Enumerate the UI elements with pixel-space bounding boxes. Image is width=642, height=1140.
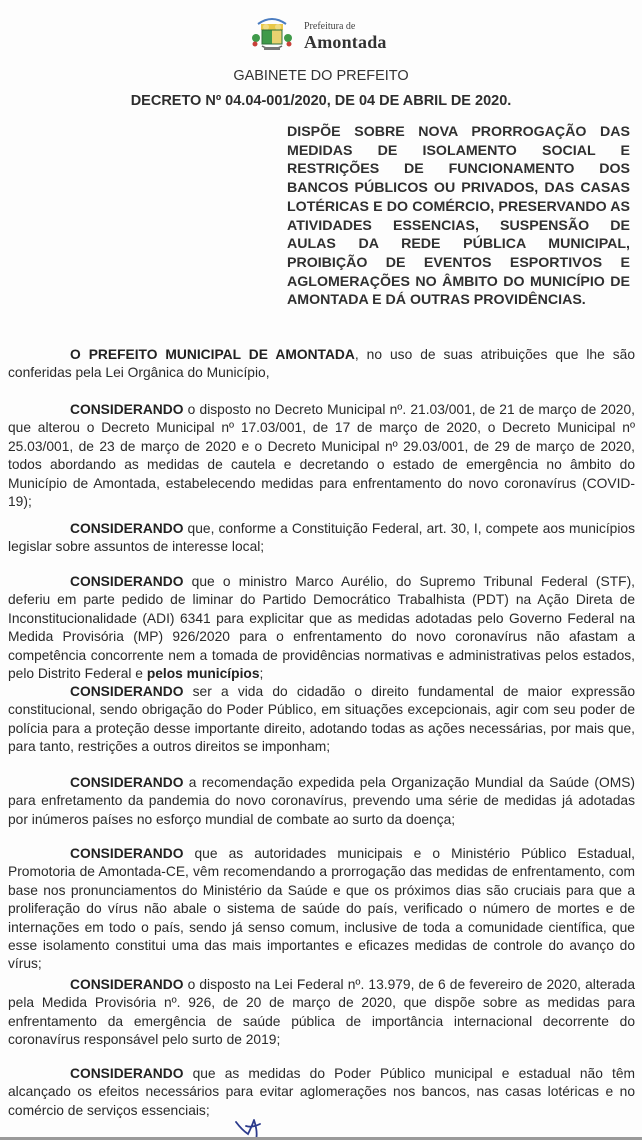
considerando-label: CONSIDERANDO	[70, 402, 184, 417]
considerando-label: CONSIDERANDO	[70, 521, 184, 536]
consideration-2	[8, 520, 635, 557]
consideration-text: o disposto no Decreto Municipal nº. 21.03/001, de 21 de março de 2020, que alterou o Decreto Municipal nº 17.03/001, de 17 de março de 2020, o Decreto Municipal nº 25.03/001, de 23 de março de 2020 e o Decreto Municipal nº 29.03/001, de 29 de março de 2020, todos abordando as medidas de cautela e decretando o estado de emergência no âmbito do Município de Amontada, estabelecendo medidas para enfrentamento do novo coronavírus (COVID-19);	[8, 402, 635, 510]
considerando-label: CONSIDERANDO	[70, 775, 184, 790]
consideration-paragraph	[8, 573, 635, 683]
ementa: DISPÕE SOBRE NOVA PRORROGAÇÃO DAS MEDIDAS DE ISOLAMENTO SOCIAL E RESTRIÇÕES DE FUNCIONAMENTO DOS BANCOS PÚBLICOS OU PRIVADOS, DAS CASAS LOTÉRICAS E DO COMÉRCIO, PRESERVANDO AS ATIVIDADES ESSENCIAS, SUSPENSÃO DE AULAS DA REDE PÚBLICA MUNICIPAL, PROIBIÇÃO DE EVENTOS ESPORTIVOS E AGLOMERAÇÕES NO ÂMBITO DO MUNICÍPIO DE AMONTADA E DÁ OUTRAS PROVIDÊNCIAS.	[287, 124, 630, 309]
brand-name: Amontada	[304, 32, 387, 52]
consideration-text: que, conforme a Constituição Federal, art. 30, I, compete aos municípios legislar sobre assuntos de interesse local;	[8, 521, 635, 555]
office-heading: GABINETE DO PREFEITO	[233, 68, 409, 84]
consideration-text: ser a vida do cidadão o direito fundamental de maior expressão constitucional, sendo obrigação do Poder Público, em situações excepcionais, agir com seu poder de polícia para a proteção desse importante direito, adotando todas as ações necessárias, por mais que, para tanto, restrições a outros direitos se imponham;	[8, 684, 635, 755]
consideration-7	[8, 976, 635, 1050]
emphasis-text: pelos municípios	[146, 666, 260, 682]
consideration-paragraph	[8, 774, 635, 829]
consideration-text: que o ministro Marco Aurélio, do Supremo Tribunal Federal (STF), deferiu em parte pedido de liminar do Partido Democrático Trabalhista (PDT) na Ação Direta de Inconstitucionalidade (ADI) 6341 para explicitar que as medidas adotadas pelo Governo Federal na Medida Provisória (MP) 926/2020 para o enfrentamento do novo coronavírus não afastam a competência concorrente nem a tomada de providências normativas e administrativas pelos estados, pelo Distrito Federal e	[8, 574, 635, 682]
considerando-label: CONSIDERANDO	[70, 684, 184, 699]
consideration-paragraph	[8, 845, 635, 974]
consideration-text: o disposto na Lei Federal nº. 13.979, de 6 de fevereiro de 2020, alterada pela Medida Provisória nº. 926, de 20 de março de 2020, que dispõe sobre as medidas para enfrentamento da emergência de saúde pública de importância internacional decorrente do coronavírus responsável pelo surto de 2019;	[8, 977, 635, 1048]
brand	[304, 22, 387, 51]
preamble-text: , no uso de suas atribuições que lhe são conferidas pela Lei Orgânica do Município,	[8, 347, 635, 381]
consideration-5	[8, 774, 635, 829]
consideration-paragraph	[8, 401, 635, 511]
preamble-paragraph	[8, 346, 635, 383]
consideration-3	[8, 573, 635, 683]
consideration-text: que as medidas do Poder Público municipal e estadual não têm alcançado os efeitos necessários para evitar aglomerações nos bancos, nas casas lotéricas e no comércio de serviços essenciais;	[8, 1066, 635, 1118]
considerando-label: CONSIDERANDO	[70, 1066, 184, 1081]
letterhead	[0, 14, 642, 60]
consideration-text: a recomendação expedida pela Organização Mundial da Saúde (OMS) para enfretamento da pandemia do novo coronavírus, prevendo uma série de medidas já adotadas por inúmeros países no esforço mundial de combate ao surto da doença;	[8, 775, 635, 827]
consideration-paragraph	[8, 520, 635, 557]
consideration-4	[8, 683, 635, 757]
considerando-label: CONSIDERANDO	[70, 846, 184, 861]
consideration-paragraph	[8, 1065, 635, 1120]
brand-prefix: Prefeitura de	[304, 21, 356, 32]
consideration-paragraph	[8, 976, 635, 1050]
preamble	[8, 346, 635, 383]
preamble-bold: O PREFEITO MUNICIPAL DE AMONTADA	[70, 347, 355, 362]
consideration-tail: ;	[259, 666, 264, 682]
considerando-label: CONSIDERANDO	[70, 977, 184, 992]
consideration-text: que as autoridades municipais e o Ministério Público Estadual, Promotoria de Amontada-CE, vêm recomendando a prorrogação das medidas de enfrentamento, com base nos pronunciamentos do Ministério da Saúde e que os próximos dias são cruciais para que a proliferação do vírus não abale o sistema de saúde do país, verificado o número de mortes e de internações em todo o país, sendo já senso comum, inclusive de toda a comunidade científica, que esse isolamento constitui uma das mais importantes e eficazes medidas de controle do avanço do vírus;	[8, 846, 635, 972]
consideration-8	[8, 1065, 635, 1120]
coat-of-arms-icon	[250, 14, 294, 56]
consideration-1	[8, 401, 635, 511]
considerando-label: CONSIDERANDO	[70, 574, 184, 589]
consideration-6	[8, 845, 635, 974]
consideration-paragraph	[8, 683, 635, 757]
decree-title: DECRETO Nº 04.04-001/2020, DE 04 DE ABRIL DE 2020.	[130, 93, 512, 109]
